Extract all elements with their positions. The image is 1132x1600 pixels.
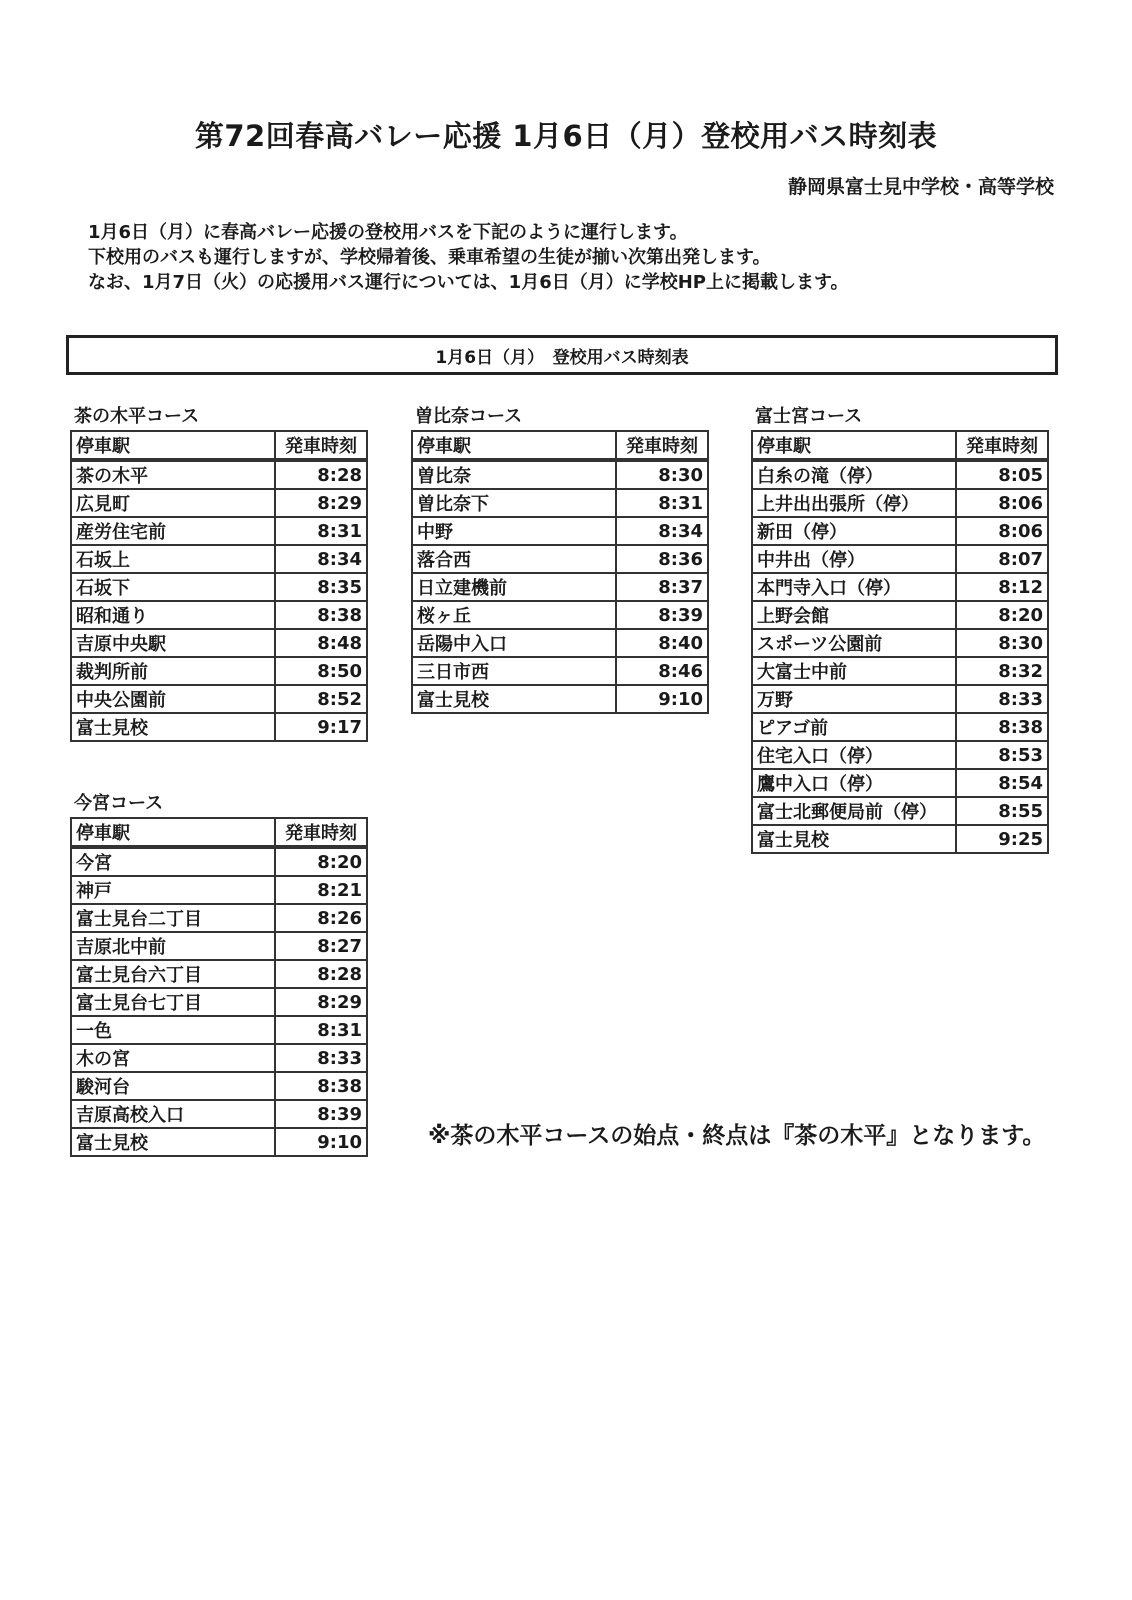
stop-name: 広見町: [71, 489, 275, 517]
stop-name: 富士北郵便局前（停）: [752, 797, 956, 825]
table-row: [752, 460, 1048, 489]
stop-name: 吉原高校入口: [71, 1100, 275, 1128]
stop-name: 上野会館: [752, 601, 956, 629]
course-name: 茶の木平コース: [74, 406, 200, 427]
stop-name: 吉原中央駅: [71, 629, 275, 657]
departure-time: 8:27: [275, 932, 367, 960]
departure-time: 8:52: [275, 685, 367, 713]
timetable-banner-text: 1月6日（月） 登校用バス時刻表: [435, 347, 689, 368]
departure-time: 8:35: [275, 573, 367, 601]
stop-name: 曽比奈: [412, 460, 616, 489]
stop-name: 今宮: [71, 847, 275, 876]
departure-time: 8:28: [275, 960, 367, 988]
departure-time: 8:38: [275, 601, 367, 629]
departure-time: 8:29: [275, 988, 367, 1016]
column-header-time: 発車時刻: [956, 431, 1048, 460]
departure-time: 9:17: [275, 713, 367, 741]
stop-name: 本門寺入口（停）: [752, 573, 956, 601]
course-name: 今宮コース: [74, 793, 164, 814]
stop-name: 富士見校: [71, 1128, 275, 1156]
departure-time: 8:34: [616, 517, 708, 545]
table-row: [752, 601, 1048, 629]
departure-time: 8:06: [956, 517, 1048, 545]
table-row: [71, 460, 367, 489]
stop-name: 吉原北中前: [71, 932, 275, 960]
course-sobina: [411, 404, 709, 714]
table-row: [752, 657, 1048, 685]
stop-name: 一色: [71, 1016, 275, 1044]
departure-time: 8:34: [275, 545, 367, 573]
table-row: [71, 713, 367, 741]
stop-name: 日立建機前: [412, 573, 616, 601]
stop-name: 新田（停）: [752, 517, 956, 545]
column-header-time: 発車時刻: [275, 818, 367, 847]
table-row: [71, 1128, 367, 1156]
timetable: [70, 817, 368, 1157]
table-row: [752, 825, 1048, 853]
table-row: [412, 460, 708, 489]
table-row: [412, 657, 708, 685]
course-imamiya: [70, 791, 368, 1157]
departure-time: 8:55: [956, 797, 1048, 825]
stop-name: 石坂下: [71, 573, 275, 601]
column-header-stop: 停車駅: [412, 431, 616, 460]
stop-name: 万野: [752, 685, 956, 713]
table-row: [71, 1044, 367, 1072]
table-row: [71, 988, 367, 1016]
departure-time: 9:10: [275, 1128, 367, 1156]
table-row: [412, 573, 708, 601]
stop-name: 石坂上: [71, 545, 275, 573]
departure-time: 8:20: [275, 847, 367, 876]
departure-time: 9:10: [616, 685, 708, 713]
departure-time: 8:07: [956, 545, 1048, 573]
table-row: [752, 629, 1048, 657]
stop-name: 富士見校: [71, 713, 275, 741]
departure-time: 8:53: [956, 741, 1048, 769]
departure-time: 8:31: [275, 517, 367, 545]
column-header-time: 発車時刻: [275, 431, 367, 460]
column-header-stop: 停車駅: [752, 431, 956, 460]
departure-time: 8:30: [956, 629, 1048, 657]
table-row: [752, 685, 1048, 713]
stop-name: 白糸の滝（停）: [752, 460, 956, 489]
table-row: [71, 876, 367, 904]
table-row: [71, 489, 367, 517]
stop-name: 富士見台七丁目: [71, 988, 275, 1016]
departure-time: 9:25: [956, 825, 1048, 853]
stop-name: ピアゴ前: [752, 713, 956, 741]
table-row: [71, 629, 367, 657]
table-row: [752, 517, 1048, 545]
stop-name: 裁判所前: [71, 657, 275, 685]
stop-name: 落合西: [412, 545, 616, 573]
stop-name: 昭和通り: [71, 601, 275, 629]
table-row: [412, 629, 708, 657]
table-row: [71, 545, 367, 573]
table-header-row: [71, 431, 367, 460]
table-row: [71, 573, 367, 601]
departure-time: 8:30: [616, 460, 708, 489]
departure-time: 8:37: [616, 573, 708, 601]
column-header-time: 発車時刻: [616, 431, 708, 460]
table-row: [752, 545, 1048, 573]
table-header-row: [412, 431, 708, 460]
departure-time: 8:21: [275, 876, 367, 904]
course-name: 富士宮コース: [755, 406, 863, 427]
course-name: 曽比奈コース: [415, 406, 523, 427]
stop-name: 鷹中入口（停）: [752, 769, 956, 797]
table-row: [412, 517, 708, 545]
departure-time: 8:28: [275, 460, 367, 489]
table-row: [71, 601, 367, 629]
stop-name: 木の宮: [71, 1044, 275, 1072]
stop-name: 桜ヶ丘: [412, 601, 616, 629]
intro-line: 下校用のバスも運行しますが、学校帰着後、乗車希望の生徒が揃い次第出発します。: [88, 247, 771, 268]
table-row: [71, 904, 367, 932]
departure-time: 8:12: [956, 573, 1048, 601]
stop-name: 富士見校: [412, 685, 616, 713]
table-row: [752, 769, 1048, 797]
stop-name: 富士見台六丁目: [71, 960, 275, 988]
table-header-row: [71, 818, 367, 847]
stop-name: 住宅入口（停）: [752, 741, 956, 769]
table-row: [752, 713, 1048, 741]
stop-name: 中央公園前: [71, 685, 275, 713]
table-row: [752, 797, 1048, 825]
stop-name: 駿河台: [71, 1072, 275, 1100]
departure-time: 8:06: [956, 489, 1048, 517]
departure-time: 8:48: [275, 629, 367, 657]
table-row: [71, 960, 367, 988]
departure-time: 8:50: [275, 657, 367, 685]
column-header-stop: 停車駅: [71, 818, 275, 847]
stop-name: 富士見校: [752, 825, 956, 853]
table-row: [71, 685, 367, 713]
table-row: [412, 545, 708, 573]
table-row: [71, 1016, 367, 1044]
stop-name: 中井出（停）: [752, 545, 956, 573]
departure-time: 8:29: [275, 489, 367, 517]
table-row: [71, 932, 367, 960]
timetable: [70, 430, 368, 742]
stop-name: スポーツ公園前: [752, 629, 956, 657]
page-title: 第72回春高バレー応援 1月6日（月）登校用バス時刻表: [194, 119, 938, 153]
stop-name: 曽比奈下: [412, 489, 616, 517]
course-chanokidaira: [70, 404, 368, 742]
departure-time: 8:38: [275, 1072, 367, 1100]
table-row: [71, 657, 367, 685]
departure-time: 8:40: [616, 629, 708, 657]
table-row: [412, 489, 708, 517]
departure-time: 8:31: [616, 489, 708, 517]
departure-time: 8:05: [956, 460, 1048, 489]
intro-line: 1月6日（月）に春高バレー応援の登校用バスを下記のように運行します。: [88, 222, 688, 243]
stop-name: 産労住宅前: [71, 517, 275, 545]
departure-time: 8:54: [956, 769, 1048, 797]
departure-time: 8:39: [275, 1100, 367, 1128]
departure-time: 8:31: [275, 1016, 367, 1044]
intro-paragraph: [88, 220, 849, 295]
departure-time: 8:26: [275, 904, 367, 932]
departure-time: 8:33: [275, 1044, 367, 1072]
departure-time: 8:33: [956, 685, 1048, 713]
table-row: [752, 573, 1048, 601]
table-row: [71, 517, 367, 545]
footnote: ※茶の木平コースの始点・終点は『茶の木平』となります。: [428, 1123, 1046, 1149]
course-fujinomiya: [751, 404, 1049, 854]
stop-name: 岳陽中入口: [412, 629, 616, 657]
table-row: [412, 601, 708, 629]
table-row: [752, 741, 1048, 769]
stop-name: 大富士中前: [752, 657, 956, 685]
stop-name: 中野: [412, 517, 616, 545]
table-row: [71, 847, 367, 876]
timetable: [411, 430, 709, 714]
departure-time: 8:39: [616, 601, 708, 629]
stop-name: 富士見台二丁目: [71, 904, 275, 932]
table-row: [71, 1072, 367, 1100]
departure-time: 8:20: [956, 601, 1048, 629]
column-header-stop: 停車駅: [71, 431, 275, 460]
departure-time: 8:38: [956, 713, 1048, 741]
table-row: [752, 489, 1048, 517]
departure-time: 8:32: [956, 657, 1048, 685]
timetable-banner: [66, 335, 1058, 375]
table-header-row: [752, 431, 1048, 460]
table-row: [71, 1100, 367, 1128]
organization-name: 静岡県富士見中学校・高等学校: [787, 176, 1054, 198]
timetable: [751, 430, 1049, 854]
stop-name: 神戸: [71, 876, 275, 904]
intro-line: なお、1月7日（火）の応援用バス運行については、1月6日（月）に学校HP上に掲載します。: [88, 272, 849, 293]
stop-name: 茶の木平: [71, 460, 275, 489]
stop-name: 三日市西: [412, 657, 616, 685]
stop-name: 上井出出張所（停）: [752, 489, 956, 517]
departure-time: 8:46: [616, 657, 708, 685]
departure-time: 8:36: [616, 545, 708, 573]
table-row: [412, 685, 708, 713]
